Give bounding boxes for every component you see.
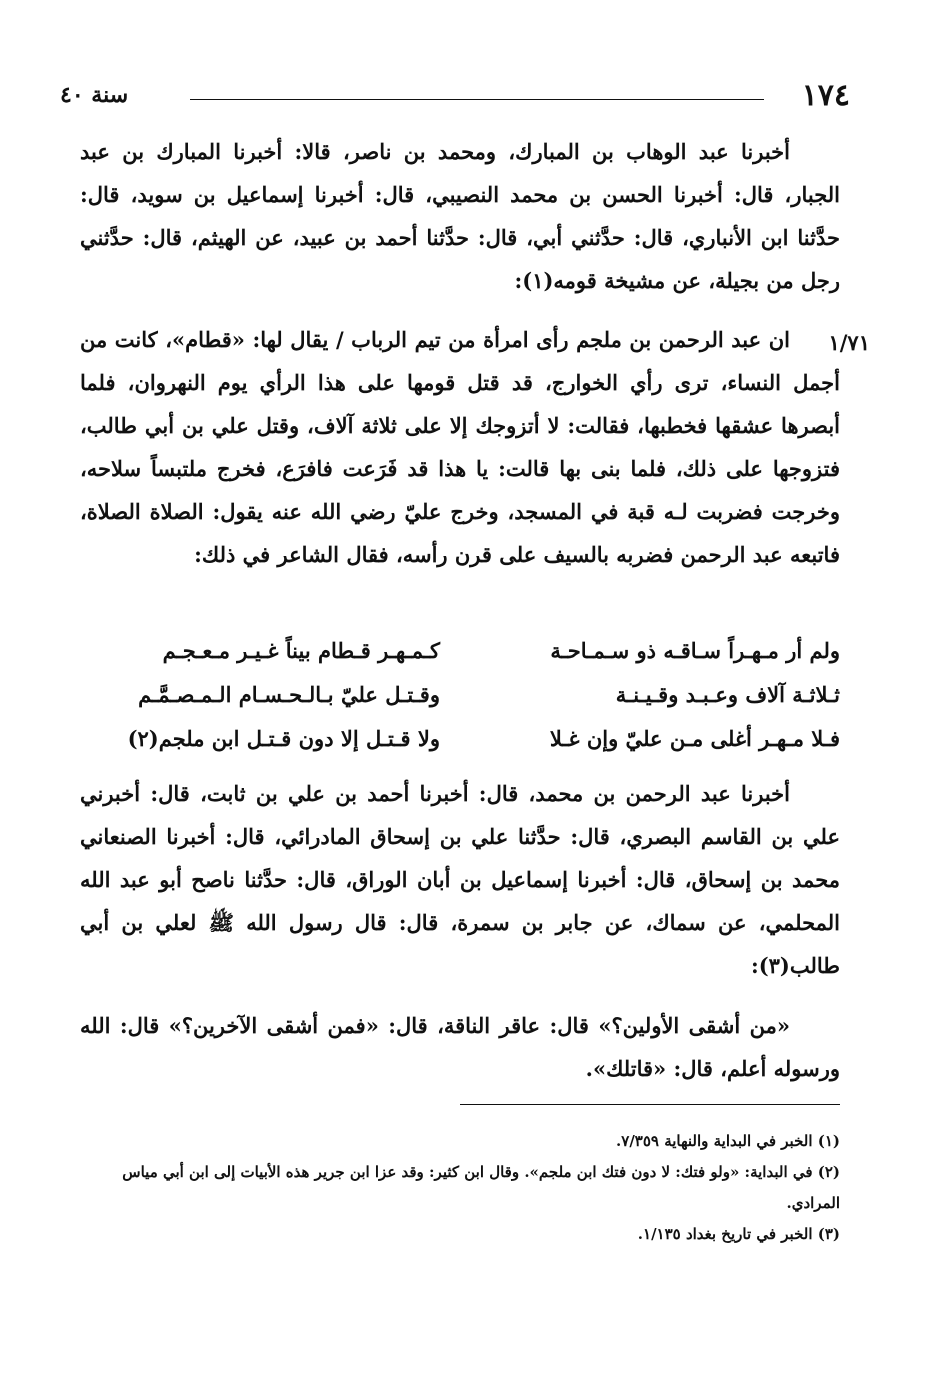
footnote-2: (٢) في البداية: «ولو فتك: لا دون فتك ابن ملجم». وقال ابن كثير: وقد عزا ابن جرير هذه الأبيات إلى ابن أبي مياس المرادي. — [122, 1163, 840, 1212]
paragraph-isnad-1 — [80, 130, 840, 302]
margin-folio-note: ١/٧١ — [828, 330, 870, 355]
header-rule — [190, 99, 764, 100]
verse-hemistich-right: ثـلاثـة آلاف وعـبـد وقـيـنـة — [615, 682, 840, 707]
paragraph-hadith — [80, 1004, 840, 1090]
paragraph-narrative — [80, 318, 840, 576]
verse-hemistich-right: فـلا مـهـر أغلى مـن عليّ وإن غـلا — [549, 726, 840, 751]
verse-line — [80, 682, 840, 726]
paragraph-text: ان عبد الرحمن بن ملجم رأى امرأة من تيم الرباب / يقال لها: «قطام»، كانت من أجمل النساء، ترى رأي الخوارج، قد قتل قومها على هذا الرأي يوم النهروان، فلما أبصرها عشقها فخطبها، فقالت: لا أتزوجك إلا على ثلاثة آلاف، وقتل علي بن أبي طالب، فتزوجها على ذلك، فلما بنى بها قالت: يا هذا قد فَرَعت فافرَع، فخرج ملتبساً سلاحه، وخرجت فضربت لـه قبة في المسجد، وخرج عليّ رضي الله عنه يقول: الصلاة الصلاة، فاتبعه عبد الرحمن فضربه بالسيف على قرن رأسه، فقال الشاعر في ذلك: — [80, 327, 840, 567]
verse-hemistich-left: ولا قـتـل إلا دون قـتـل ابن ملجم(٢) — [127, 726, 440, 751]
paragraph-text: أخبرنا عبد الرحمن بن محمد، قال: أخبرنا أحمد بن علي بن ثابت، قال: أخبرني علي بن القاسم البصري، قال: حدَّثنا علي بن إسحاق المادرائي، قال: أخبرنا الصنعاني محمد بن إسحاق، قال: أخبرنا إسماعيل بن أبان الوراق، قال: حدَّثنا ناصح أبو عبد الله المحلمي، عن سماك، عن جابر بن سمرة، قال: قال رسول الله ﷺ لعلي بن أبي طالب(٣): — [80, 781, 840, 978]
page-number: ١٧٤ — [801, 78, 850, 113]
poem — [80, 638, 840, 770]
paragraph-isnad-2 — [80, 772, 840, 987]
verse-line — [80, 726, 840, 770]
footnote-1: (١) الخبر في البداية والنهاية ٧/٣٥٩. — [616, 1132, 840, 1150]
verse-hemistich-left: كـمـهـر قـطام بيناً غـيـر مـعـجـم — [162, 638, 440, 663]
footnotes — [80, 1126, 840, 1250]
running-head-year: سنة ٤٠ — [60, 82, 129, 108]
verse-line — [80, 638, 840, 682]
page-header — [60, 78, 850, 118]
verse-hemistich-left: وقـتـل عليّ بـالـحـسـام الـمـصـمَّـم — [138, 682, 440, 707]
footnote-3: (٣) الخبر في تاريخ بغداد ١/١٣٥. — [637, 1225, 840, 1243]
paragraph-text: «من أشقى الأولين؟» قال: عاقر الناقة، قال: «فمن أشقى الآخرين؟» قال: الله ورسوله أعلم، قال: «قاتلك». — [80, 1013, 840, 1081]
footnote-rule — [460, 1104, 840, 1105]
verse-hemistich-right: ولم أر مـهـراً سـاقـه ذو سـمـاحـة — [550, 638, 840, 663]
paragraph-text: أخبرنا عبد الوهاب بن المبارك، ومحمد بن ناصر، قالا: أخبرنا المبارك بن عبد الجبار، قال: أخبرنا الحسن بن محمد النصيبي، قال: أخبرنا إسماعيل بن سويد، قال: حدَّثنا ابن الأنباري، قال: حدَّثني أبي، قال: حدَّثنا أحمد بن عبيد، عن الهيثم، قال: حدَّثني رجل من بجيلة، عن مشيخة قومه(١): — [80, 139, 840, 293]
